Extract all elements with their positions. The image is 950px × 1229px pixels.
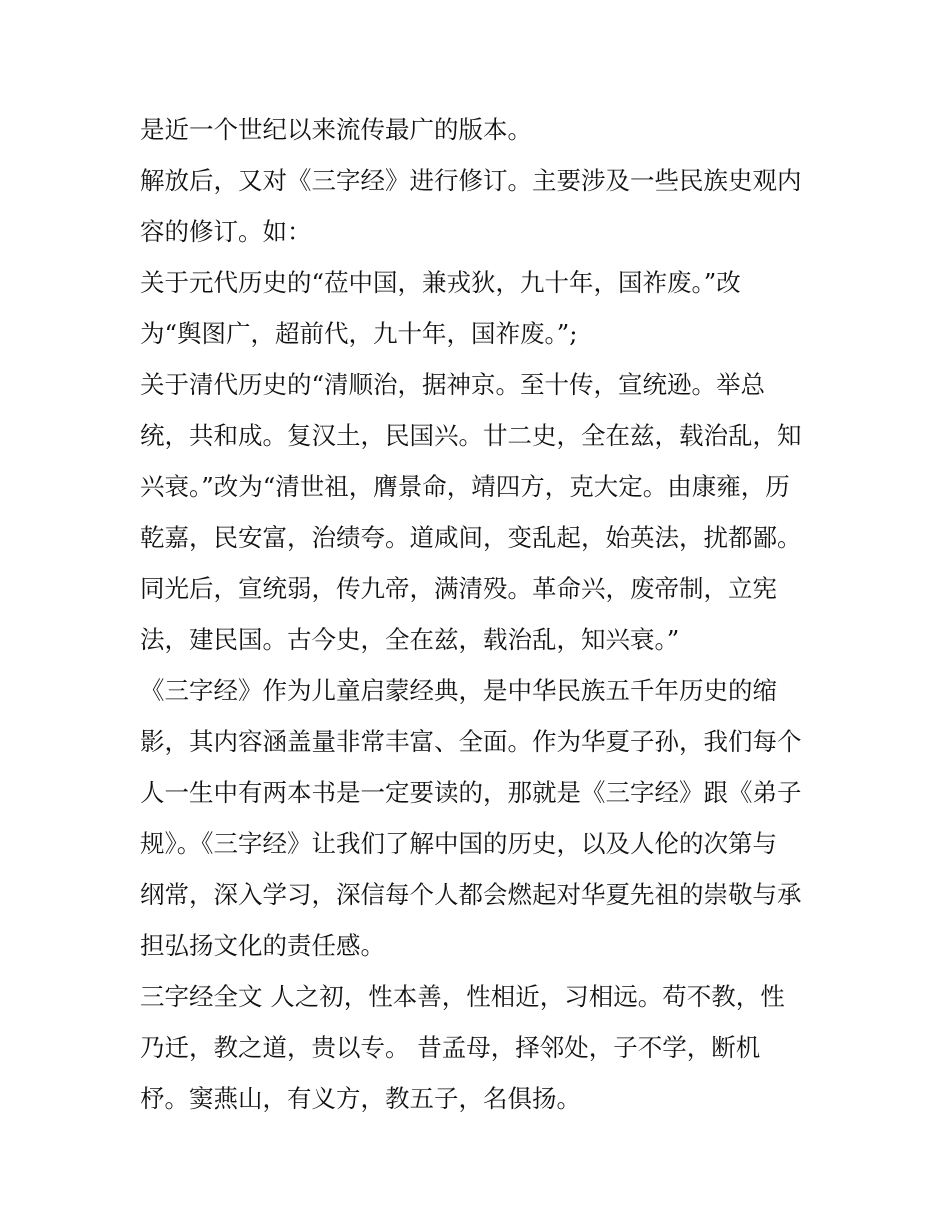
- text-line-12: 《三字经》作为儿童启蒙经典，是中华民族五千年历史的缩: [140, 676, 777, 705]
- text-line-16: 纲常，深入学习，深信每个人都会燃起对华夏先祖的崇敬与承: [140, 880, 802, 909]
- text-line-14: 人一生中有两本书是一定要读的，那就是《三字经》跟《弟子: [140, 778, 802, 807]
- text-line-18: 三字经全文 人之初，性本善，性相近，习相远。苟不教，性: [140, 982, 785, 1011]
- text-line-17: 担弘扬文化的责任感。: [140, 931, 385, 960]
- text-line-4: 关于元代历史的“莅中国，兼戎狄，九十年，国祚废。”改: [140, 268, 741, 297]
- text-line-7: 统，共和成。复汉土，民国兴。廿二史，全在兹，载治乱，知: [140, 421, 802, 450]
- text-line-20: 杼。窦燕山，有义方，教五子，名俱扬。: [140, 1084, 581, 1113]
- text-line-13: 影，其内容涵盖量非常丰富、全面。作为华夏子孙，我们每个: [140, 727, 802, 756]
- text-line-2: 解放后，又对《三字经》进行修订。主要涉及一些民族史观内: [140, 166, 802, 195]
- text-line-10: 同光后，宣统弱，传九帝，满清殁。革命兴，废帝制，立宪: [140, 574, 777, 603]
- text-line-19: 乃迁，教之道，贵以专。 昔孟母，择邻处，子不学，断机: [140, 1033, 761, 1062]
- text-line-9: 乾嘉，民安富，治绩夸。道咸间，变乱起，始英法，扰都鄙。: [140, 523, 802, 552]
- text-line-8: 兴衰。”改为“清世祖，膺景命，靖四方，克大定。由康雍，历: [140, 472, 790, 501]
- text-line-3: 容的修订。如：: [140, 217, 312, 246]
- document-body: [140, 104, 820, 1124]
- text-line-1: 是近一个世纪以来流传最广的版本。: [140, 115, 532, 144]
- text-line-15: 规》。《三字经》让我们了解中国的历史，以及人伦的次第与: [140, 829, 777, 858]
- text-line-5: 为“舆图广，超前代，九十年，国祚废。”;: [140, 319, 578, 348]
- text-line-11: 法，建民国。古今史，全在兹，载治乱，知兴衰。”: [140, 625, 680, 654]
- text-line-6: 关于清代历史的“清顺治，据神京。至十传，宣统逊。举总: [140, 370, 766, 399]
